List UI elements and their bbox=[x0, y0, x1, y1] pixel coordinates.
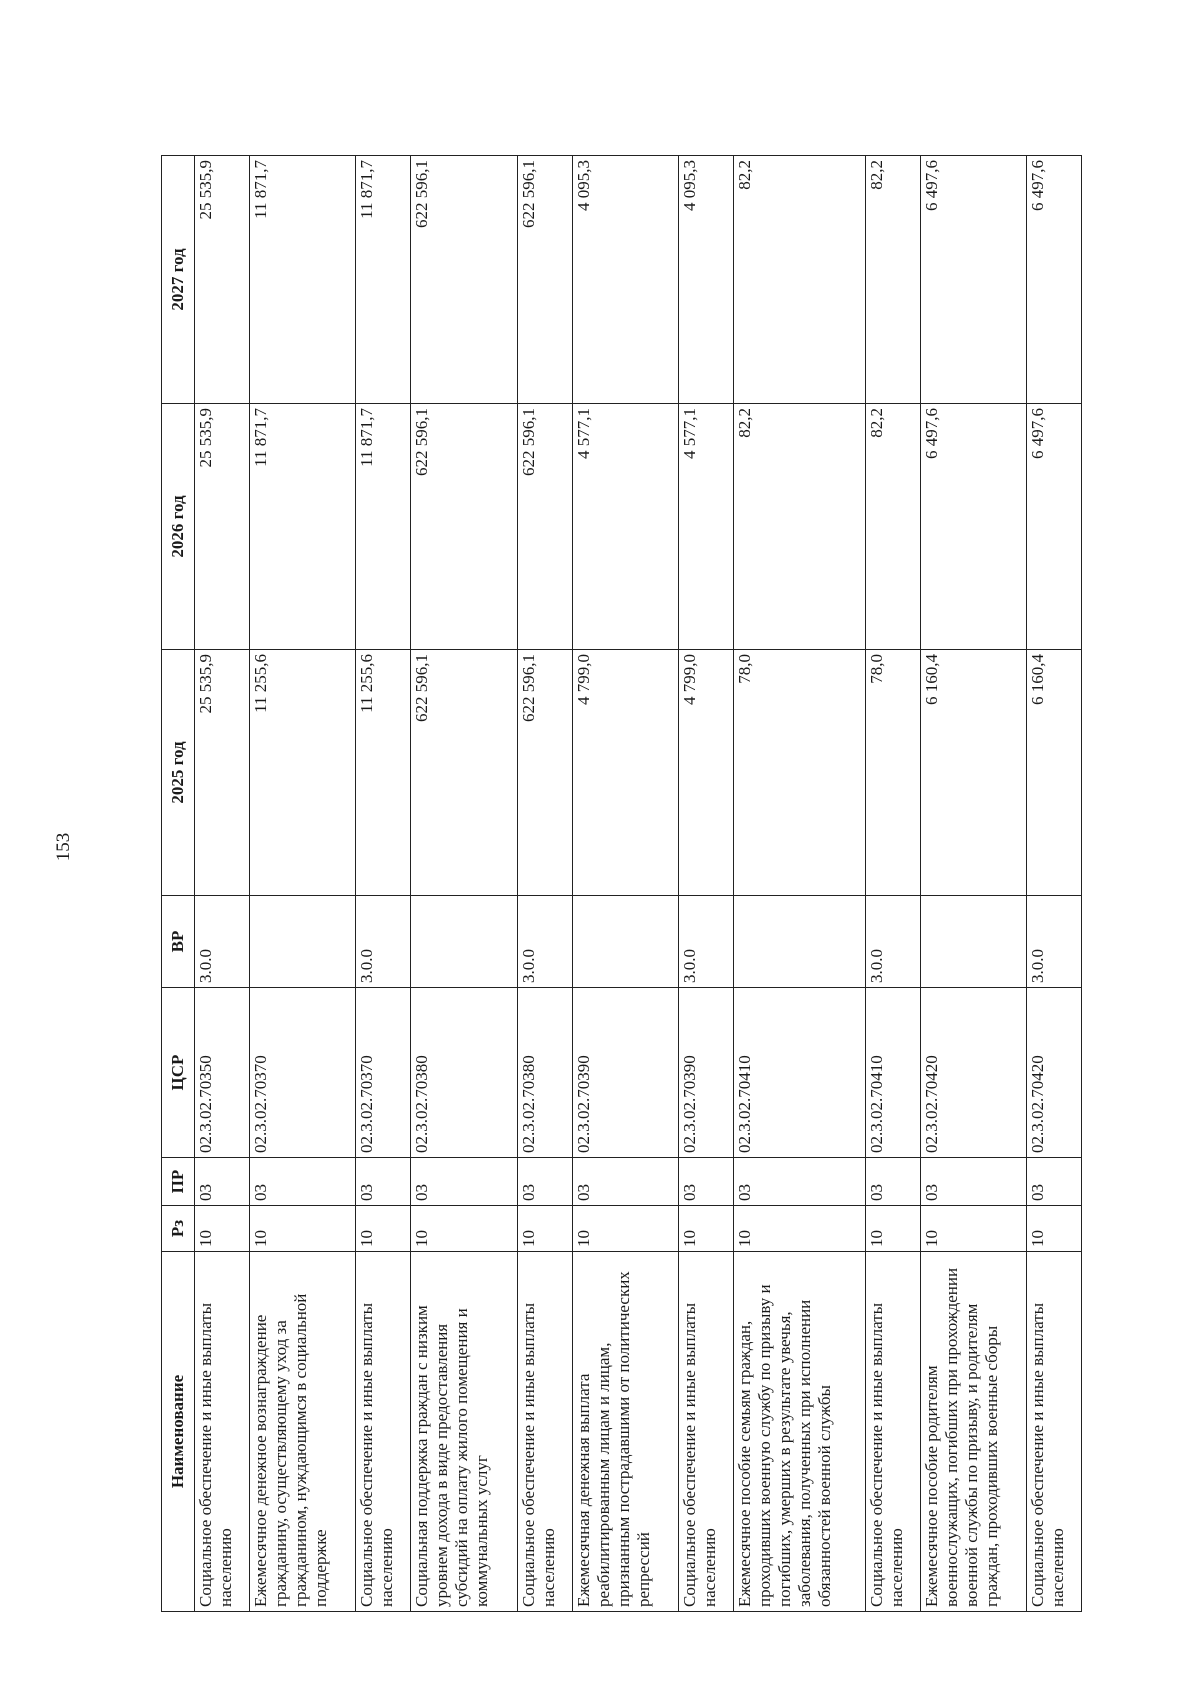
cell-y2027: 11 871,7 bbox=[250, 156, 356, 404]
cell-csr: 02.3.02.70410 bbox=[733, 988, 865, 1158]
cell-rz: 10 bbox=[920, 1206, 1026, 1252]
cell-y2026: 6 497,6 bbox=[920, 404, 1026, 650]
cell-csr: 02.3.02.70380 bbox=[411, 988, 517, 1158]
cell-rz: 10 bbox=[865, 1206, 920, 1252]
header-2026: 2026 год bbox=[162, 404, 195, 650]
table-row bbox=[411, 156, 517, 1612]
header-csr: ЦСР bbox=[162, 988, 195, 1158]
cell-y2027: 6 497,6 bbox=[920, 156, 1026, 404]
table-row bbox=[250, 156, 356, 1612]
cell-rz: 10 bbox=[678, 1206, 733, 1252]
cell-pr: 03 bbox=[572, 1158, 678, 1206]
cell-name: Социальное обеспечение и иные выплаты населению bbox=[1026, 1252, 1081, 1612]
cell-vr bbox=[411, 896, 517, 988]
cell-rz: 10 bbox=[517, 1206, 572, 1252]
cell-pr: 03 bbox=[411, 1158, 517, 1206]
cell-vr bbox=[572, 896, 678, 988]
cell-csr: 02.3.02.70370 bbox=[356, 988, 411, 1158]
cell-csr: 02.3.02.70420 bbox=[920, 988, 1026, 1158]
rotated-table-container bbox=[161, 156, 1082, 1612]
cell-y2025: 78,0 bbox=[733, 650, 865, 896]
header-2025: 2025 год bbox=[162, 650, 195, 896]
cell-csr: 02.3.02.70350 bbox=[195, 988, 250, 1158]
cell-y2025: 6 160,4 bbox=[920, 650, 1026, 896]
cell-rz: 10 bbox=[411, 1206, 517, 1252]
page-number: 153 bbox=[53, 832, 74, 862]
cell-y2026: 4 577,1 bbox=[678, 404, 733, 650]
cell-rz: 10 bbox=[356, 1206, 411, 1252]
table-row bbox=[195, 156, 250, 1612]
cell-csr: 02.3.02.70380 bbox=[517, 988, 572, 1158]
cell-vr: 3.0.0 bbox=[356, 896, 411, 988]
table-row bbox=[865, 156, 920, 1612]
cell-vr: 3.0.0 bbox=[678, 896, 733, 988]
header-row bbox=[162, 156, 195, 1612]
cell-y2027: 82,2 bbox=[865, 156, 920, 404]
cell-name: Социальное обеспечение и иные выплаты населению bbox=[865, 1252, 920, 1612]
cell-pr: 03 bbox=[678, 1158, 733, 1206]
header-vr: ВР bbox=[162, 896, 195, 988]
cell-name: Социальная поддержка граждан с низким уровнем дохода в виде предоставления субсидий на оплату жилого помещения и коммунальных услуг bbox=[411, 1252, 517, 1612]
cell-csr: 02.3.02.70370 bbox=[250, 988, 356, 1158]
cell-y2027: 11 871,7 bbox=[356, 156, 411, 404]
cell-rz: 10 bbox=[1026, 1206, 1081, 1252]
cell-rz: 10 bbox=[195, 1206, 250, 1252]
cell-y2026: 82,2 bbox=[733, 404, 865, 650]
cell-y2027: 4 095,3 bbox=[678, 156, 733, 404]
header-name: Наименование bbox=[162, 1252, 195, 1612]
cell-csr: 02.3.02.70410 bbox=[865, 988, 920, 1158]
table-row bbox=[1026, 156, 1081, 1612]
cell-vr bbox=[733, 896, 865, 988]
cell-vr: 3.0.0 bbox=[517, 896, 572, 988]
cell-y2025: 11 255,6 bbox=[356, 650, 411, 896]
cell-y2026: 622 596,1 bbox=[411, 404, 517, 650]
cell-vr: 3.0.0 bbox=[195, 896, 250, 988]
cell-rz: 10 bbox=[733, 1206, 865, 1252]
cell-y2025: 622 596,1 bbox=[517, 650, 572, 896]
cell-vr bbox=[920, 896, 1026, 988]
cell-y2025: 11 255,6 bbox=[250, 650, 356, 896]
cell-rz: 10 bbox=[572, 1206, 678, 1252]
cell-vr bbox=[250, 896, 356, 988]
cell-y2026: 4 577,1 bbox=[572, 404, 678, 650]
cell-y2027: 25 535,9 bbox=[195, 156, 250, 404]
cell-y2027: 82,2 bbox=[733, 156, 865, 404]
cell-rz: 10 bbox=[250, 1206, 356, 1252]
table-row bbox=[678, 156, 733, 1612]
cell-y2026: 25 535,9 bbox=[195, 404, 250, 650]
cell-y2025: 25 535,9 bbox=[195, 650, 250, 896]
cell-y2027: 6 497,6 bbox=[1026, 156, 1081, 404]
table-body bbox=[195, 156, 1082, 1612]
cell-y2025: 622 596,1 bbox=[411, 650, 517, 896]
table-row bbox=[920, 156, 1026, 1612]
table-row bbox=[517, 156, 572, 1612]
cell-pr: 03 bbox=[865, 1158, 920, 1206]
cell-pr: 03 bbox=[1026, 1158, 1081, 1206]
cell-name: Социальное обеспечение и иные выплаты населению bbox=[517, 1252, 572, 1612]
cell-y2025: 78,0 bbox=[865, 650, 920, 896]
cell-name: Ежемесячная денежная выплата реабилитированным лицам и лицам, признанным пострадавшими от политических репрессий bbox=[572, 1252, 678, 1612]
cell-name: Ежемесячное пособие семьям граждан, проходивших военную службу по призыву и погибших, умерших в результате увечья, заболевания, полученных при исполнении обязанностей военной службы bbox=[733, 1252, 865, 1612]
cell-y2025: 6 160,4 bbox=[1026, 650, 1081, 896]
cell-pr: 03 bbox=[195, 1158, 250, 1206]
budget-table bbox=[161, 155, 1082, 1612]
cell-pr: 03 bbox=[733, 1158, 865, 1206]
cell-name: Ежемесячное пособие родителям военнослужащих, погибших при прохождении военной службы по призыву, и родителям граждан, проходивших военные сборы bbox=[920, 1252, 1026, 1612]
cell-y2025: 4 799,0 bbox=[678, 650, 733, 896]
table-row bbox=[733, 156, 865, 1612]
cell-csr: 02.3.02.70420 bbox=[1026, 988, 1081, 1158]
header-rz: Рз bbox=[162, 1206, 195, 1252]
cell-name: Социальное обеспечение и иные выплаты населению bbox=[356, 1252, 411, 1612]
table-row bbox=[356, 156, 411, 1612]
cell-name: Социальное обеспечение и иные выплаты населению bbox=[195, 1252, 250, 1612]
cell-y2026: 11 871,7 bbox=[250, 404, 356, 650]
cell-csr: 02.3.02.70390 bbox=[678, 988, 733, 1158]
cell-pr: 03 bbox=[250, 1158, 356, 1206]
cell-y2026: 11 871,7 bbox=[356, 404, 411, 650]
cell-y2026: 622 596,1 bbox=[517, 404, 572, 650]
cell-csr: 02.3.02.70390 bbox=[572, 988, 678, 1158]
cell-pr: 03 bbox=[920, 1158, 1026, 1206]
cell-pr: 03 bbox=[356, 1158, 411, 1206]
header-pr: ПР bbox=[162, 1158, 195, 1206]
cell-y2025: 4 799,0 bbox=[572, 650, 678, 896]
cell-y2027: 622 596,1 bbox=[517, 156, 572, 404]
cell-vr: 3.0.0 bbox=[865, 896, 920, 988]
cell-pr: 03 bbox=[517, 1158, 572, 1206]
cell-y2027: 4 095,3 bbox=[572, 156, 678, 404]
cell-y2026: 6 497,6 bbox=[1026, 404, 1081, 650]
cell-name: Ежемесячное денежное вознаграждение гражданину, осуществляющему уход за гражданином, нуждающимся в социальной поддержке bbox=[250, 1252, 356, 1612]
cell-name: Социальное обеспечение и иные выплаты населению bbox=[678, 1252, 733, 1612]
cell-y2027: 622 596,1 bbox=[411, 156, 517, 404]
header-2027: 2027 год bbox=[162, 156, 195, 404]
cell-y2026: 82,2 bbox=[865, 404, 920, 650]
table-row bbox=[572, 156, 678, 1612]
cell-vr: 3.0.0 bbox=[1026, 896, 1081, 988]
